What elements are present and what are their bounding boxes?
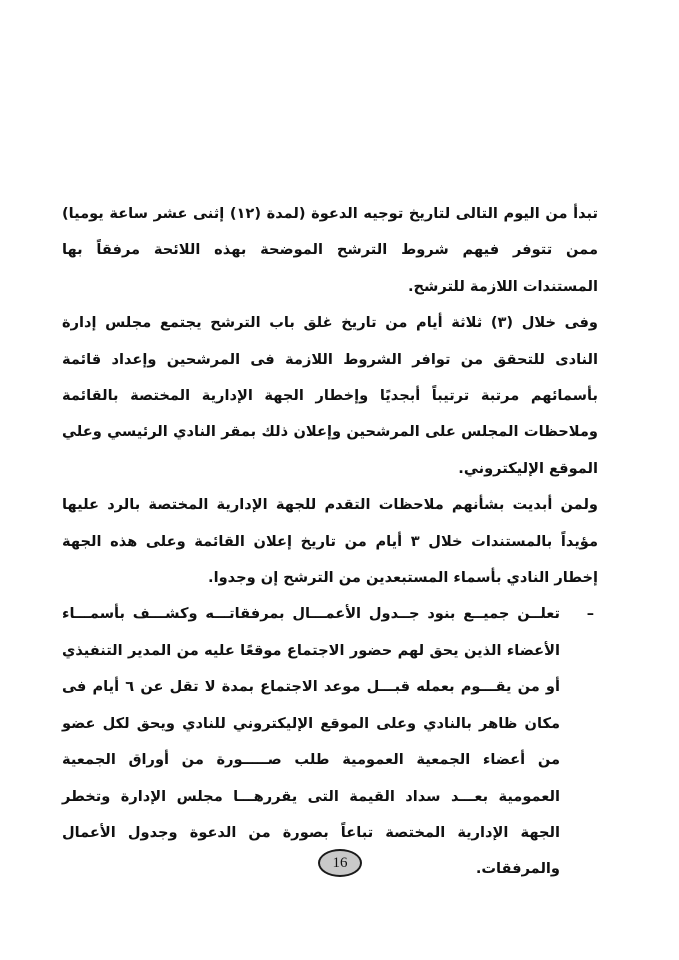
page-number: 16	[332, 854, 348, 871]
bullet-item-agenda-announcement	[62, 596, 598, 887]
page-number-badge	[318, 849, 362, 877]
paragraph-submission-period: تبدأ من اليوم التالى لتاريخ توجيه الدعوة (لمدة (١٢) إثنى عشر ساعة يوميا) ممن تتوفر فيهم شروط الترشح الموضحة بهذه اللائحة مرفقاً بها المستندات اللازمة للترشح.	[62, 205, 598, 295]
bullet-item-text: تعلــن جميــع بنود جــدول الأعمـــال بمرفقاتـــه وكشـــف بأسمـــاء الأعضاء الذين يحق لهم حضور الاجتماع موقعًا عليه من المدير التنفيذي أو من يقـــوم بعمله قبـــل موعد الاجتماع بمدة لا تقل عن ٦ أيام فى مكان ظاهر بالنادي وعلى الموقع الإليكتروني للنادي ويحق لكل عضو من أعضاء الجمعية العمومية طلب صـــــورة من أوراق الجمعية العمومية بعـــد سداد القيمة التى يقررهـــا مجلس الإدارة وتخطر الجهة الإدارية المختصة تباعاً بصورة من الدعوة وجدول الأعمال والمرفقات.	[62, 605, 561, 878]
paragraph-objections: ولمن أبديت بشأنهم ملاحظات التقدم للجهة الإدارية المختصة بالرد عليها مؤيداً بالمستندات خلال ٣ أيام من تاريخ إعلان القائمة وعلى هذه الجهة إخطار النادي بأسماء المستبعدين من الترشح إن وجدوا.	[62, 496, 598, 587]
document-body	[62, 196, 598, 888]
dash-bullet-icon: –	[586, 605, 594, 623]
paragraph-board-verification: وفى خلال (٣) ثلاثة أيام من تاريخ غلق باب الترشح يجتمع مجلس إدارة النادى للتحقق من توافر الشروط اللازمة فى المرشحين وإعداد قائمة بأسمائهم مرتبة ترتيباً أبجديًا وإخطار الجهة الإدارية المختصة بالقائمة وملاحظات المجلس على المرشحين وإعلان ذلك بمقر النادي الرئيسي وعلي الموقع الإليكتروني.	[62, 314, 599, 477]
